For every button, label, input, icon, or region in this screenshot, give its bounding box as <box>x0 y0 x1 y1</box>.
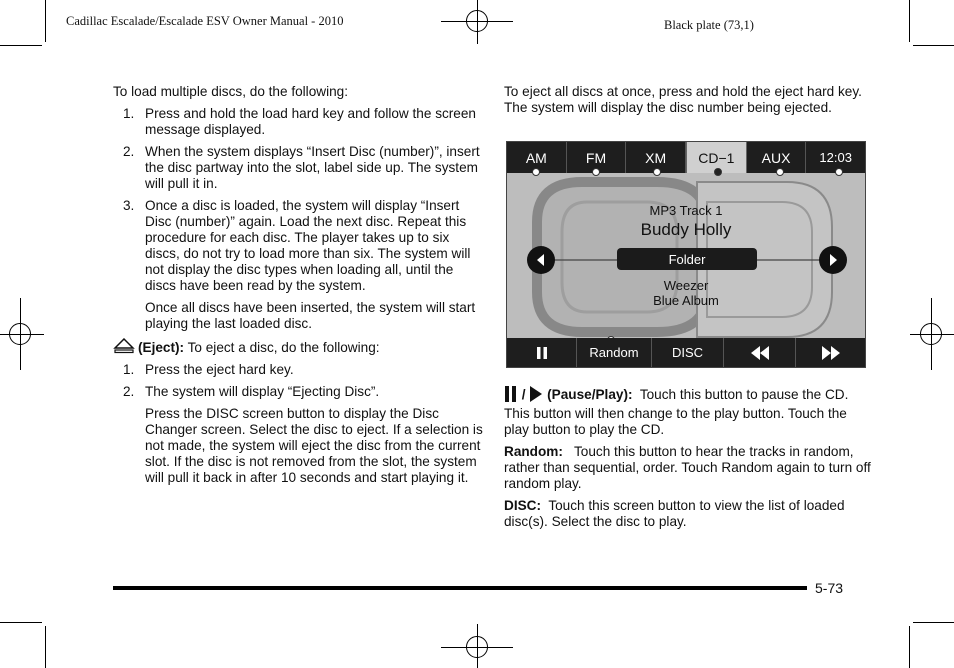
eject-icon <box>113 338 135 354</box>
tab-indicator-dot-active <box>714 168 722 176</box>
tab-am[interactable]: AM <box>507 142 567 173</box>
fast-forward-icon <box>821 346 841 360</box>
track-name: MP3 Track 1 <box>649 203 723 218</box>
radio-screen-illustration <box>506 141 866 368</box>
list-item: 1. Press and hold the load hard key and follow the screen message displayed. <box>123 106 476 137</box>
right-column <box>504 84 874 122</box>
pause-play-description: / (Pause/Play): Touch this button to pause the CD. This button will then change to the play button. Touch the play button to play the CD. <box>504 387 849 437</box>
album-name: Blue Album <box>653 293 719 308</box>
random-description: Random: Touch this button to hear the tracks in random, rather than sequential, order. Touch Random again to turn off random play. <box>504 444 871 491</box>
eject-heading: (Eject): To eject a disc, do the following: <box>113 338 483 356</box>
pause-play-icons <box>504 386 518 406</box>
next-folder-button[interactable] <box>819 246 847 274</box>
control-bar <box>507 338 865 367</box>
previous-folder-button[interactable] <box>527 246 555 274</box>
tab-aux[interactable]: AUX <box>747 142 807 173</box>
tab-indicator-dot <box>776 168 784 176</box>
eject-all-text: To eject all discs at once, press and hold the eject hard key. The system will display the disc number being ejected. <box>504 84 862 115</box>
load-steps <box>113 106 483 294</box>
eject-note: Press the DISC screen button to display the Disc Changer screen. Select the disc to eject. If a selection is not made, the system will eject the disc from the current slot. If the disc is not removed from the slot, the system will pull it back in after 10 seconds and start playing it. <box>145 406 483 485</box>
page-number: 5-73 <box>815 580 844 596</box>
plate-info: Black plate (73,1) <box>664 18 754 32</box>
folder-button[interactable]: Folder <box>617 248 757 270</box>
pause-button[interactable] <box>507 338 577 367</box>
disc-button[interactable]: DISC <box>652 338 724 367</box>
load-intro: To load multiple discs, do the following: <box>113 84 348 99</box>
album-artist: Weezer <box>663 278 709 293</box>
pause-icon <box>504 386 518 402</box>
arrow-left-icon <box>534 253 548 267</box>
tab-xm[interactable]: XM <box>626 142 686 173</box>
tab-indicator-dot <box>653 168 661 176</box>
load-note: Once all discs have been inserted, the system will start playing the last loaded disc. <box>145 300 476 331</box>
source-tab-bar <box>507 142 865 173</box>
tab-indicator-dot <box>835 168 843 176</box>
eject-steps <box>113 362 483 400</box>
random-button[interactable]: Random <box>577 338 652 367</box>
rewind-button[interactable] <box>724 338 796 367</box>
tab-fm[interactable]: FM <box>567 142 627 173</box>
tab-cd[interactable]: CD−1 <box>686 142 747 173</box>
running-header: Cadillac Escalade/Escalade ESV Owner Manual - 2010 <box>66 14 344 28</box>
clock-display: 12:03 <box>819 150 852 165</box>
arrow-right-icon <box>826 253 840 267</box>
list-item: 3. Once a disc is loaded, the system will display “Insert Disc (number)” again. Load the next disc. Repeat this procedure for each disc. The player takes up to six discs, do not try to load more than six. The system will not display the disc types when loading all, until the discs have been read by the system. <box>123 198 471 293</box>
right-column-lower <box>504 386 874 536</box>
footer-rule <box>113 586 807 590</box>
list-item: 1. Press the eject hard key. <box>123 362 294 377</box>
play-icon <box>529 386 543 402</box>
tab-indicator-dot <box>532 168 540 176</box>
list-item: 2. The system will display “Ejecting Disc”. <box>123 384 380 399</box>
left-column <box>113 84 483 492</box>
disc-description: DISC: Touch this screen button to view the list of loaded disc(s). Select the disc to play. <box>504 498 845 529</box>
rewind-icon <box>750 346 770 360</box>
pause-icon <box>536 347 548 359</box>
list-item: 2. When the system displays “Insert Disc (number)”, insert the disc partway into the slot, label side up. The system will pull it in. <box>123 144 480 191</box>
tab-indicator-dot <box>592 168 600 176</box>
fast-forward-button[interactable] <box>796 338 865 367</box>
artist-name: Buddy Holly <box>640 220 732 239</box>
